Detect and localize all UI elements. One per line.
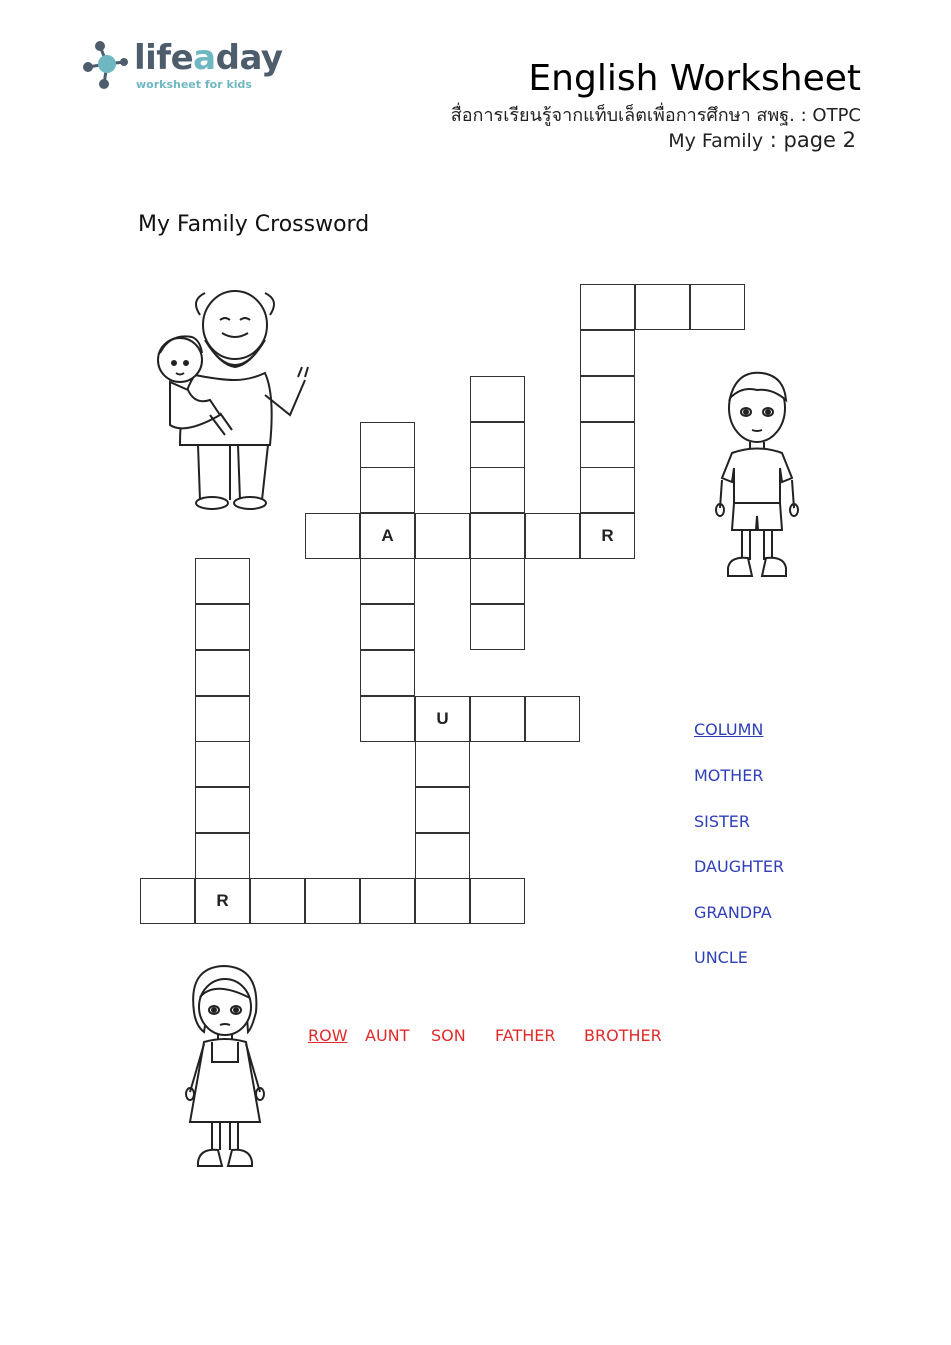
crossword-cell[interactable] — [470, 422, 525, 468]
crossword-cell[interactable] — [360, 604, 415, 650]
row-word: FATHER — [495, 1026, 556, 1045]
crossword-cell[interactable] — [635, 284, 690, 330]
crossword-cell[interactable] — [360, 558, 415, 604]
crossword-cell[interactable] — [470, 878, 525, 924]
crossword-cell[interactable] — [415, 513, 470, 559]
crossword-cell[interactable] — [415, 787, 470, 833]
crossword-cell[interactable] — [580, 330, 635, 376]
crossword-cell-given-u[interactable]: U — [415, 696, 470, 742]
crossword-cell[interactable] — [470, 376, 525, 422]
column-word: SISTER — [694, 812, 751, 831]
crossword-cell[interactable] — [360, 650, 415, 696]
logo-tagline: worksheet for kids — [136, 78, 252, 91]
crossword-cell[interactable] — [470, 604, 525, 650]
crossword-cell[interactable] — [195, 741, 250, 787]
crossword-cell[interactable] — [470, 513, 525, 559]
worksheet-title: English Worksheet — [528, 58, 861, 99]
girl-illustration — [180, 962, 270, 1172]
crossword-cell[interactable] — [360, 696, 415, 742]
crossword-cell[interactable] — [580, 376, 635, 422]
crossword-cell[interactable] — [360, 467, 415, 513]
crossword-cell[interactable] — [580, 467, 635, 513]
crossword-cell[interactable] — [305, 878, 360, 924]
row-word: AUNT — [365, 1026, 410, 1045]
crossword-cell[interactable] — [360, 422, 415, 468]
worksheet-subtitle: สื่อการเรียนรู้จากแท็บเล็ตเพื่อการศึกษา สพฐ. : OTPC — [450, 105, 861, 126]
crossword-cell[interactable] — [195, 604, 250, 650]
crossword-cell[interactable] — [470, 558, 525, 604]
crossword-cell[interactable] — [195, 696, 250, 742]
topic-label: My Family — [668, 130, 764, 152]
boy-illustration — [712, 368, 802, 583]
crossword-title: My Family Crossword — [138, 212, 370, 237]
crossword-cell[interactable] — [470, 696, 525, 742]
crossword-cell-given-r[interactable]: R — [195, 878, 250, 924]
crossword-cell[interactable] — [690, 284, 745, 330]
grandpa-with-child-illustration — [150, 285, 320, 515]
column-word: GRANDPA — [694, 903, 772, 922]
column-word: DAUGHTER — [694, 857, 785, 876]
crossword-cell-given-a[interactable]: A — [360, 513, 415, 559]
crossword-cell-given-r[interactable]: R — [580, 513, 635, 559]
crossword-cell[interactable] — [195, 787, 250, 833]
column-word: UNCLE — [694, 948, 748, 967]
row-word: BROTHER — [584, 1026, 662, 1045]
crossword-cell[interactable] — [525, 696, 580, 742]
crossword-cell[interactable] — [415, 833, 470, 879]
crossword-cell[interactable] — [470, 467, 525, 513]
crossword-cell[interactable] — [525, 513, 580, 559]
logo-wordmark: lifeaday — [134, 38, 283, 78]
crossword-cell[interactable] — [415, 878, 470, 924]
crossword-cell[interactable] — [415, 741, 470, 787]
column-heading: COLUMN — [694, 720, 764, 739]
crossword-cell[interactable] — [195, 650, 250, 696]
crossword-cell[interactable] — [360, 878, 415, 924]
crossword-cell[interactable] — [580, 284, 635, 330]
column-word: MOTHER — [694, 766, 764, 785]
crossword-cell[interactable] — [250, 878, 305, 924]
crossword-cell[interactable] — [195, 558, 250, 604]
row-word: SON — [431, 1026, 466, 1045]
crossword-cell[interactable] — [195, 833, 250, 879]
crossword-cell[interactable] — [140, 878, 195, 924]
row-heading: ROW — [308, 1026, 348, 1045]
crossword-cell[interactable] — [305, 513, 360, 559]
crossword-cell[interactable] — [580, 422, 635, 468]
page-label: : page 2 — [763, 128, 856, 152]
